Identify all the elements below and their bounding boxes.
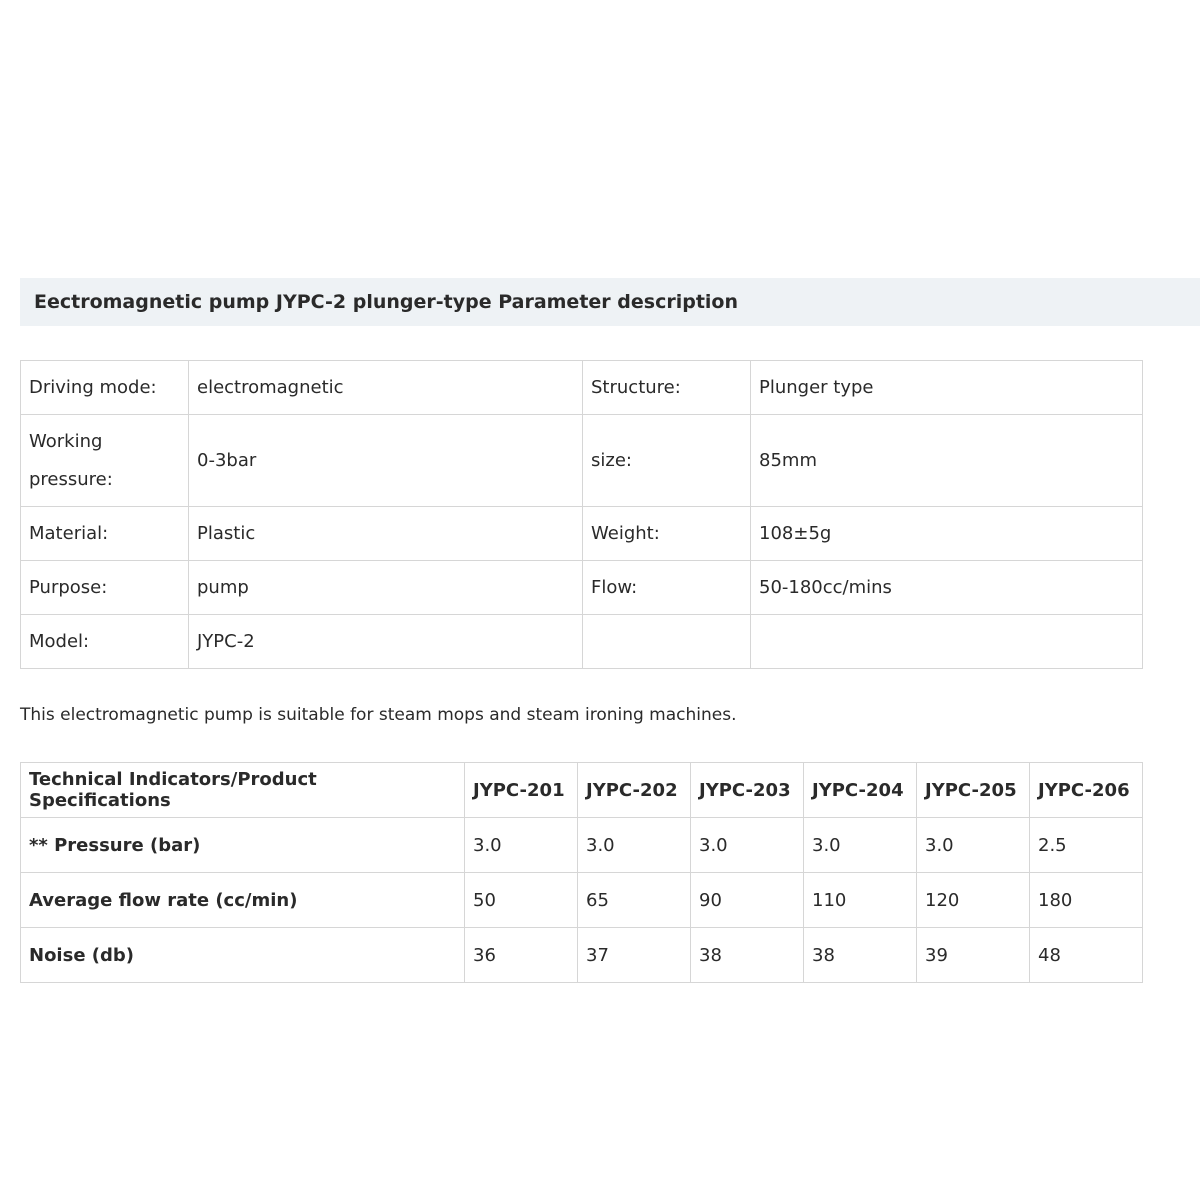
param-label: Driving mode: [21, 361, 189, 415]
table-row [21, 615, 1143, 669]
column-header: Technical Indicators/Product Specifications [21, 763, 465, 818]
param-label: Material: [21, 507, 189, 561]
cell-value: 39 [917, 928, 1030, 983]
param-value: 85mm [751, 415, 1143, 507]
param-label [583, 615, 751, 669]
param-label: Weight: [583, 507, 751, 561]
specifications-table [20, 762, 1143, 983]
cell-value: 3.0 [465, 818, 578, 873]
table-row [21, 361, 1143, 415]
cell-value: 3.0 [917, 818, 1030, 873]
param-value: 50-180cc/mins [751, 561, 1143, 615]
cell-value: 48 [1030, 928, 1143, 983]
param-value: Plunger type [751, 361, 1143, 415]
cell-value: 50 [465, 873, 578, 928]
cell-value: 3.0 [804, 818, 917, 873]
table-header-row [21, 763, 1143, 818]
cell-value: 65 [578, 873, 691, 928]
table-row [21, 415, 1143, 507]
param-value: pump [189, 561, 583, 615]
table-row [21, 561, 1143, 615]
column-header: JYPC-205 [917, 763, 1030, 818]
row-label: Noise (db) [21, 928, 465, 983]
cell-value: 38 [691, 928, 804, 983]
table-row [21, 873, 1143, 928]
cell-value: 3.0 [691, 818, 804, 873]
cell-value: 2.5 [1030, 818, 1143, 873]
param-value: JYPC-2 [189, 615, 583, 669]
column-header: JYPC-204 [804, 763, 917, 818]
param-value: Plastic [189, 507, 583, 561]
table-row [21, 818, 1143, 873]
cell-value: 37 [578, 928, 691, 983]
param-value: electromagnetic [189, 361, 583, 415]
description-note: This electromagnetic pump is suitable for steam mops and steam ironing machines. [20, 705, 737, 725]
title-bar [20, 278, 1200, 326]
param-label: Purpose: [21, 561, 189, 615]
param-label: Structure: [583, 361, 751, 415]
row-label: ** Pressure (bar) [21, 818, 465, 873]
param-label: Flow: [583, 561, 751, 615]
param-value: 108±5g [751, 507, 1143, 561]
row-label: Average flow rate (cc/min) [21, 873, 465, 928]
param-label: Working pressure: [21, 415, 189, 507]
cell-value: 120 [917, 873, 1030, 928]
cell-value: 3.0 [578, 818, 691, 873]
column-header: JYPC-202 [578, 763, 691, 818]
table-row [21, 507, 1143, 561]
parameter-table [20, 360, 1143, 669]
param-label: Model: [21, 615, 189, 669]
cell-value: 180 [1030, 873, 1143, 928]
param-value: 0-3bar [189, 415, 583, 507]
cell-value: 36 [465, 928, 578, 983]
page-title: Eectromagnetic pump JYPC-2 plunger-type Parameter description [34, 291, 738, 313]
table-row [21, 928, 1143, 983]
column-header: JYPC-203 [691, 763, 804, 818]
param-label: size: [583, 415, 751, 507]
column-header: JYPC-206 [1030, 763, 1143, 818]
cell-value: 38 [804, 928, 917, 983]
cell-value: 90 [691, 873, 804, 928]
cell-value: 110 [804, 873, 917, 928]
column-header: JYPC-201 [465, 763, 578, 818]
param-value [751, 615, 1143, 669]
